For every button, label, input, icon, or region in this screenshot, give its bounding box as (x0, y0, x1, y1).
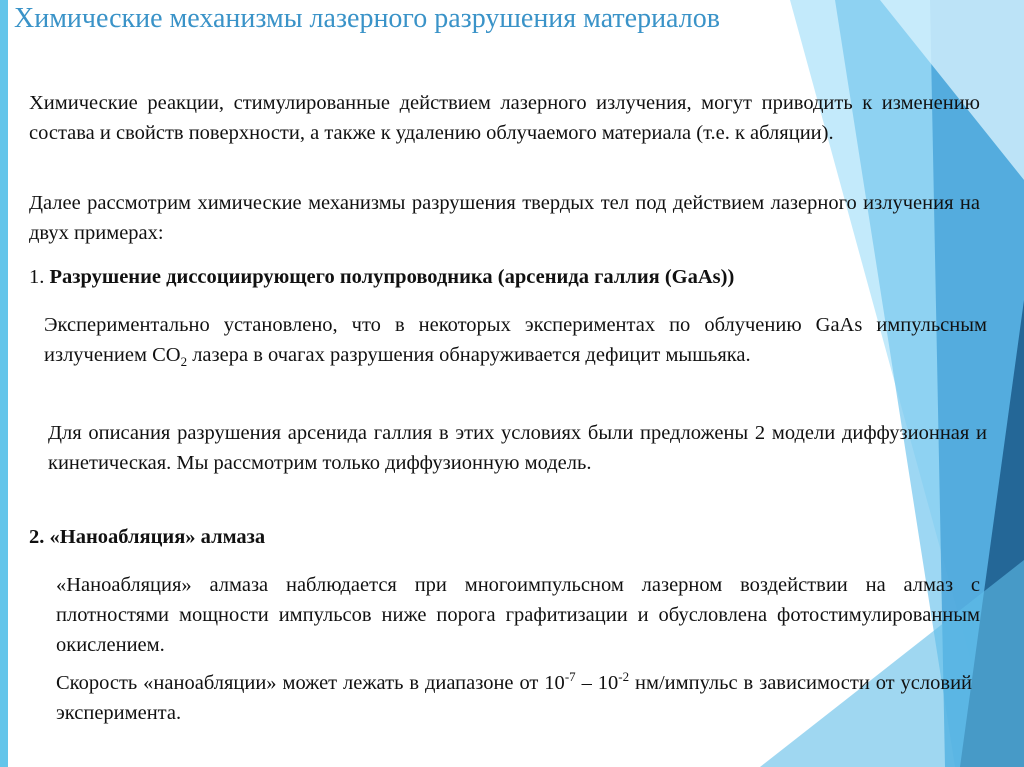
section-1-heading (29, 262, 949, 292)
section-2-paragraph-2-text-b: – 10 (575, 672, 619, 694)
co2-subscript: 2 (180, 354, 188, 370)
section-1-paragraph-1 (44, 310, 987, 370)
section-1-paragraph-2: Для описания разрушения арсенида галлия в этих условиях были предложены 2 модели диффузионная и кинетическая. Мы рассмотрим только диффузионную модель. (48, 422, 987, 474)
intro-paragraph-2: Далее рассмотрим химические механизмы разрушения твердых тел под действием лазерного излучения на двух примерах: (29, 192, 980, 244)
section-1-paragraph-1-text-end: лазера в очагах разрушения обнаруживается дефицит мышьяка. (187, 344, 751, 366)
section-2-heading: 2. «Наноабляция» алмаза (29, 526, 266, 548)
section-2-paragraph-2-text-c: нм/импульс в зависимости от условий эксперимента. (56, 672, 973, 724)
section-2-paragraph-2 (56, 668, 972, 728)
exponent-2: -2 (618, 669, 630, 685)
section-1-paragraph-1-text: Экспериментально установлено, что в некоторых экспериментах по облучению GaAs импульсным излучением CO (44, 314, 987, 366)
section-2-paragraph-2-text-a: Скорость «наноабляции» может лежать в диапазоне от 10 (56, 672, 565, 694)
exponent-1: -7 (564, 669, 576, 685)
slide-title: Химические механизмы лазерного разрушения материалов (14, 3, 720, 34)
section-1-number: 1. (29, 266, 45, 288)
section-1-title: Разрушение диссоциирующего полупроводника (арсенида галлия (GaAs)) (49, 266, 735, 288)
section-2-paragraph-1: «Наноабляция» алмаза наблюдается при многоимпульсном лазерном воздействии на алмаз с плотностями мощности импульсов ниже порога графитизации и обусловлена фотостимулированным окислением. (56, 574, 980, 656)
intro-paragraph-1: Химические реакции, стимулированные действием лазерного излучения, могут приводить к изменению состава и свойств поверхности, а также к удалению облучаемого материала (т.е. к абляции). (29, 92, 980, 144)
